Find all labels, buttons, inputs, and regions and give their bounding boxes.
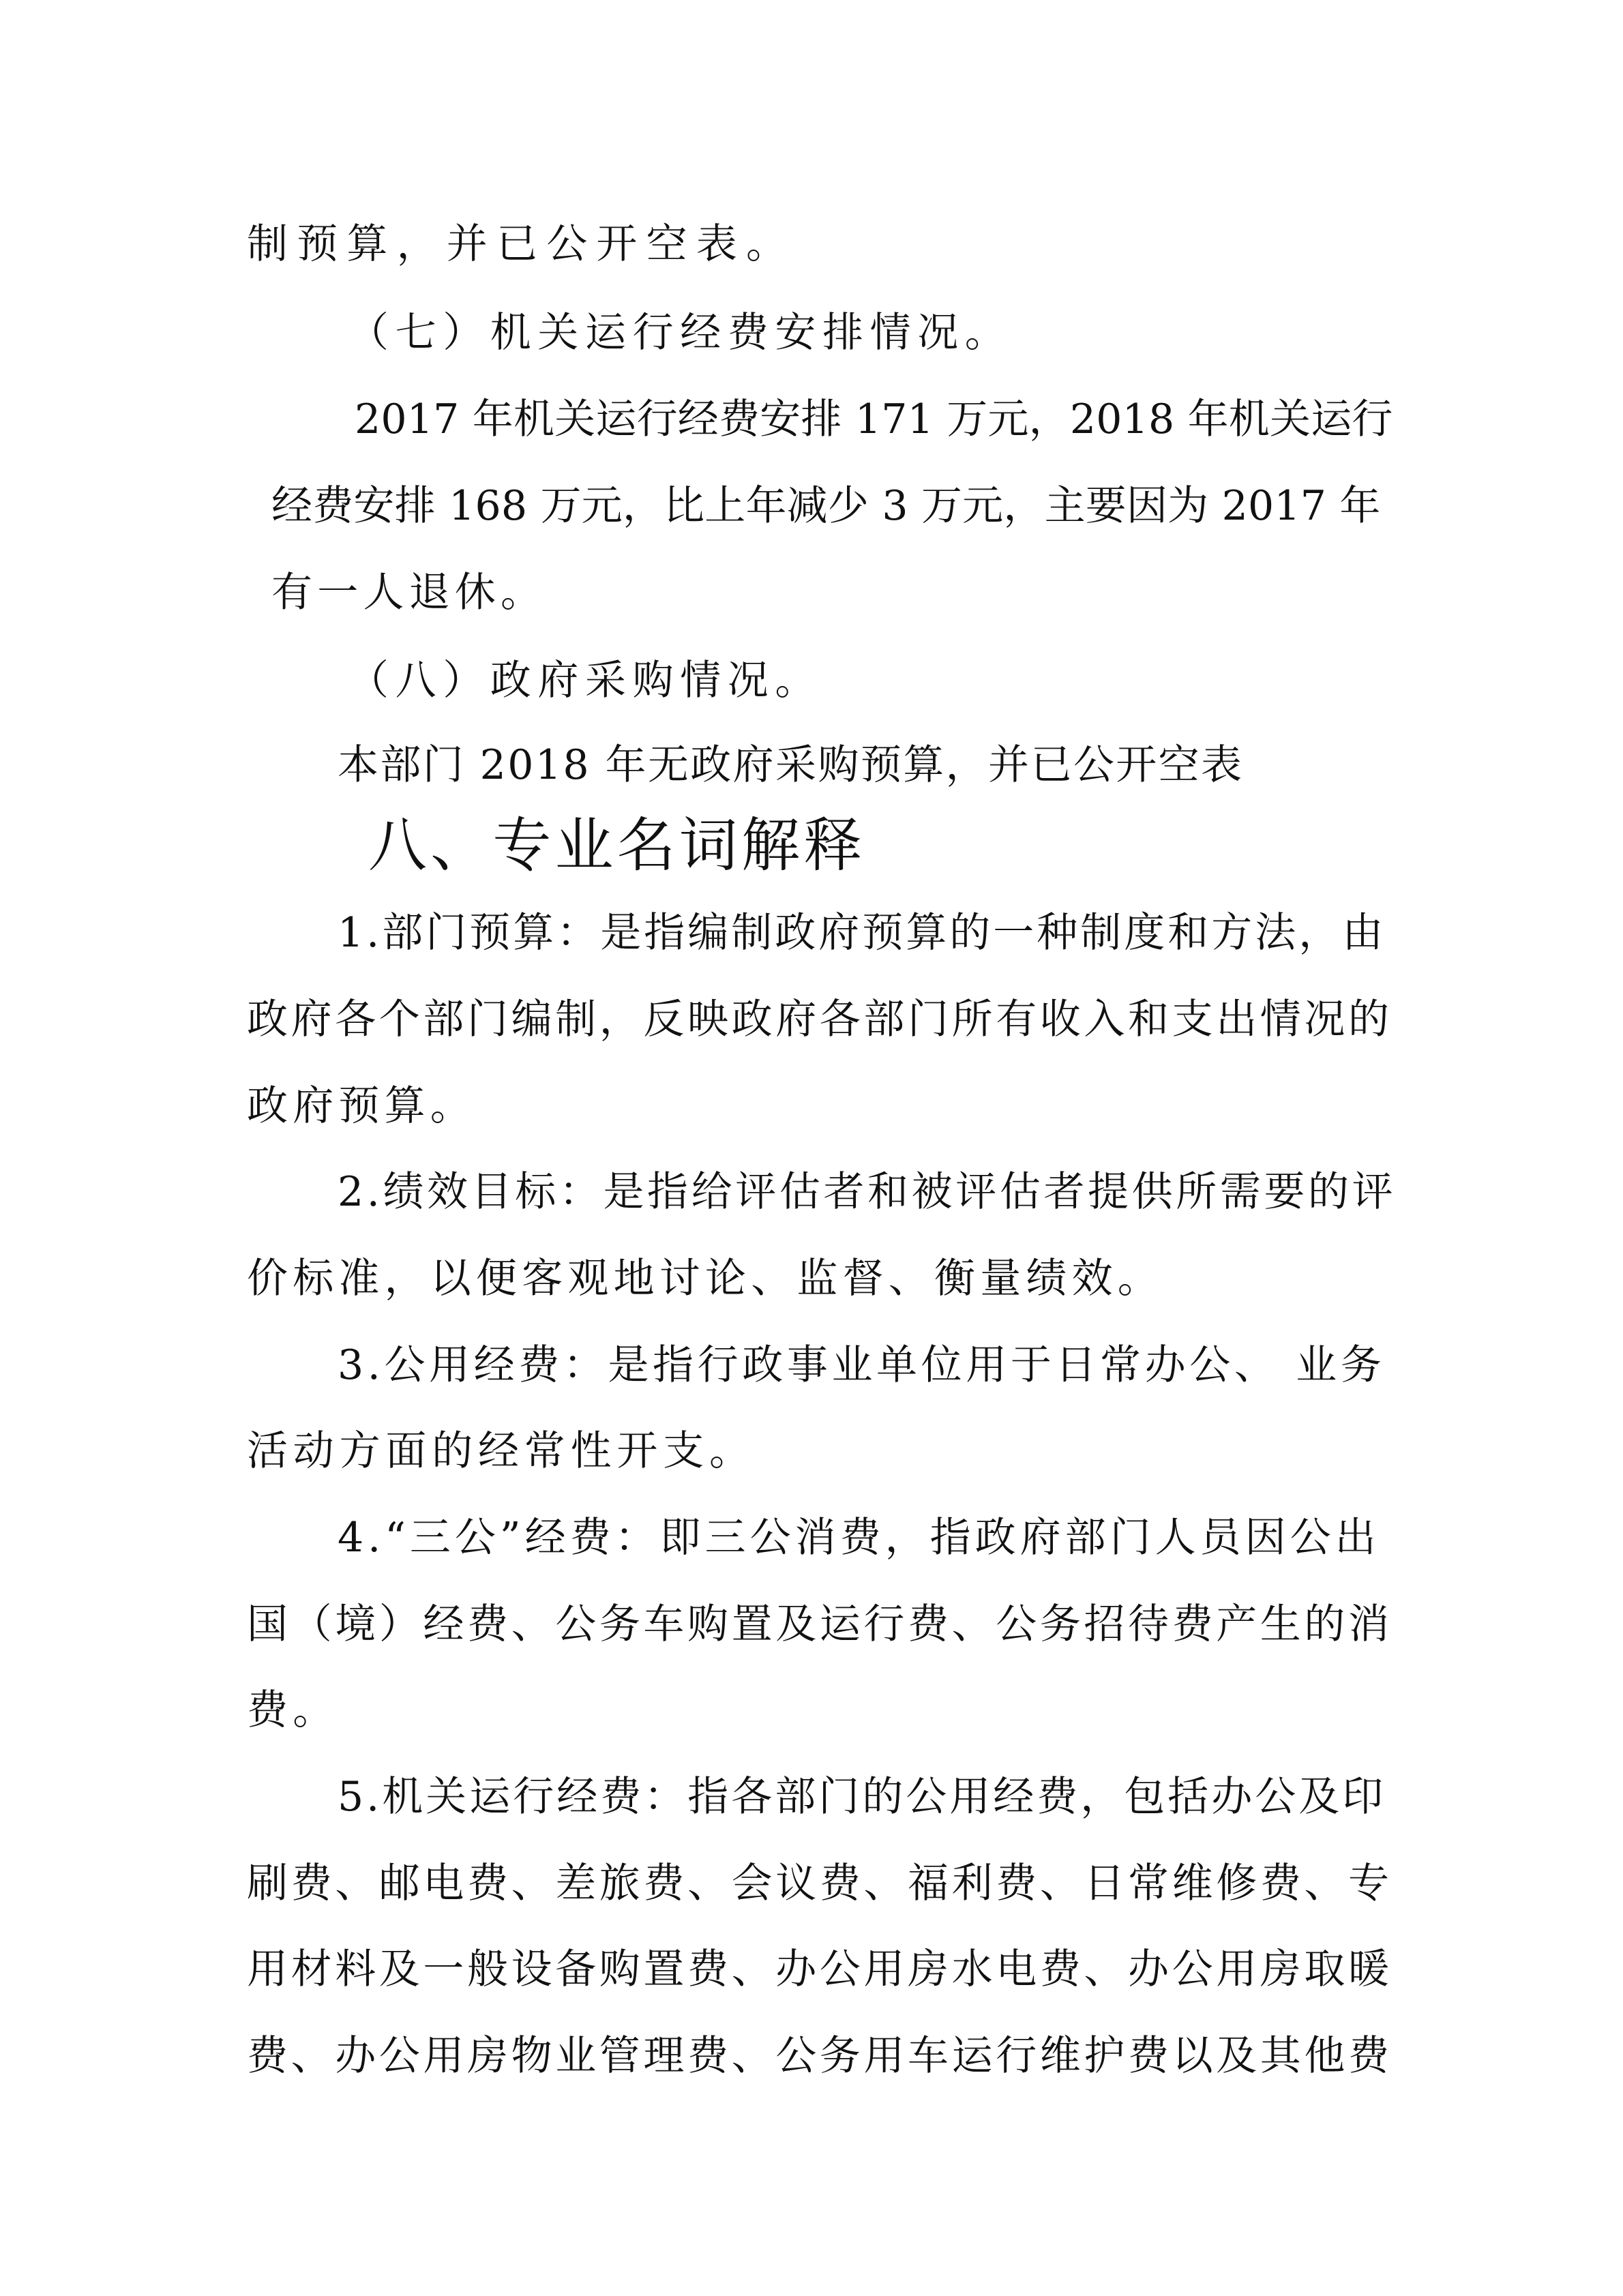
text-line-12: 2.绩效目标：是指给评估者和被评估者提供所需要的评 (338, 1168, 1397, 1216)
section-heading: 八、专业名词解释 (368, 811, 866, 880)
text-line-18: 费。 (247, 1686, 339, 1734)
text-line-14: 3.公用经费：是指行政事业单位用于日常办公、 业务 (338, 1341, 1386, 1389)
text-line-19: 5.机关运行经费：指各部门的公用经费，包括办公及印 (338, 1773, 1386, 1821)
text-line-7: 本部门 2018 年无政府采购预算，并已公开空表 (338, 741, 1244, 789)
text-line-16: 4.“三公”经费：即三公消费，指政府部门人员因公出 (338, 1514, 1380, 1562)
text-line-3: 2017 年机关运行经费安排 171 万元，2018 年机关运行 (355, 396, 1393, 443)
text-line-5: 有一人退休。 (271, 569, 547, 616)
text-line-13: 价标准，以便客观地讨论、监督、衡量绩效。 (247, 1255, 1163, 1302)
text-line-1: 制预算，并已公开空表。 (247, 220, 796, 268)
text-line-22: 费、办公用房物业管理费、公务用车运行维护费以及其他费 (247, 2032, 1393, 2080)
text-line-20: 刷费、邮电费、差旅费、会议费、福利费、日常维修费、专 (247, 1860, 1393, 1907)
text-line-10: 政府各个部门编制，反映政府各部门所有收入和支出情况的 (247, 996, 1393, 1043)
text-line-9: 1.部门预算：是指编制政府预算的一种制度和方法，由 (338, 909, 1386, 957)
text-line-15: 活动方面的经常性开支。 (247, 1427, 756, 1475)
text-line-21: 用材料及一般设备购置费、办公用房水电费、办公用房取暖 (247, 1945, 1393, 1993)
text-line-17: 国（境）经费、公务车购置及运行费、公务招待费产生的消 (247, 1600, 1393, 1648)
text-line-4: 经费安排 168 万元，比上年减少 3 万元，主要因为 2017 年 (271, 482, 1381, 530)
text-line-6: （八）政府采购情况。 (348, 657, 822, 704)
text-line-2: （七）机关运行经费安排情况。 (348, 309, 1013, 357)
text-line-11: 政府预算。 (247, 1082, 476, 1130)
